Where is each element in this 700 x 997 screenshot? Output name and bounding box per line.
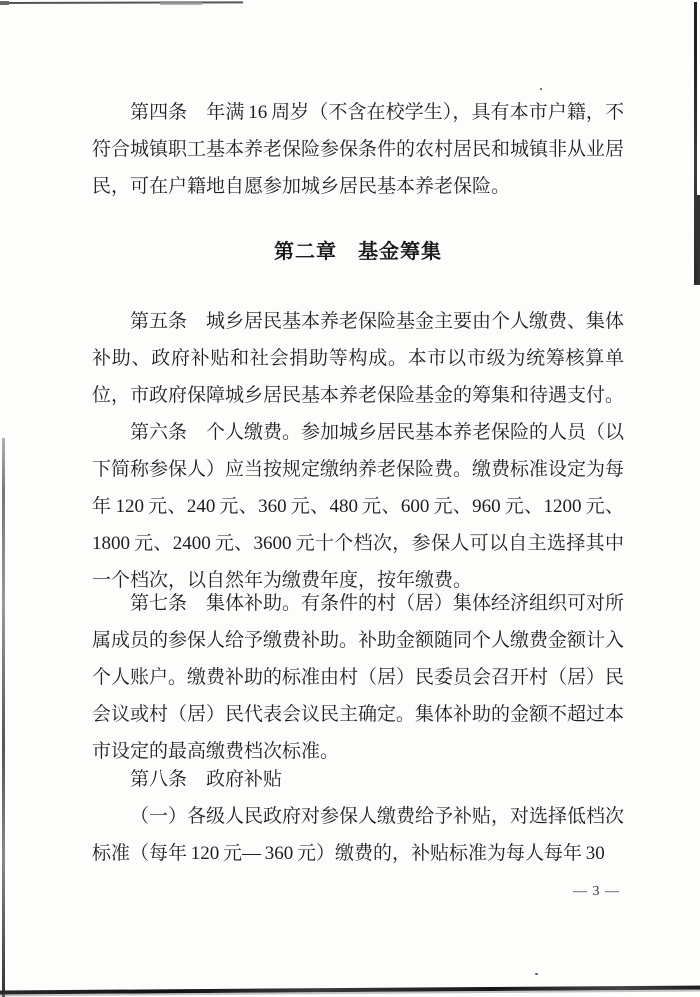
paragraph-article-5: 第五条 城乡居民基本养老保险基金主要由个人缴费、集体补助、政府补贴和社会捐助等构成。本市以市级为统筹核算单位，市政府保障城乡居民基本养老保险基金的筹集和待遇支付。	[92, 311, 625, 406]
scan-artifact-bottom-echo	[0, 990, 700, 997]
scan-artifact-top-line	[0, 1, 243, 4]
scan-speck	[540, 88, 542, 90]
paragraph-article-4: 第四条 年满 16 周岁（不含在校学生），具有本市户籍，不符合城镇职工基本养老保险参保条件的农村居民和城镇非从业居民，可在户籍地自愿参加城乡居民基本养老保险。	[92, 102, 625, 197]
scan-artifact-bottom-band	[0, 986, 700, 995]
scan-artifact-left-line	[2, 438, 5, 997]
scan-speck	[535, 973, 538, 975]
page-number: — 3 —	[573, 884, 620, 899]
paragraph-article-6: 第六条 个人缴费。参加城乡居民基本养老保险的人员（以下简称参保人）应当按规定缴纳养老保险费。缴费标准设定为每年 120 元、240 元、360 元、480 元、600 元、960 元、1200 元、1800 元、2400 元、3600 元十个档次，参保人可以自主选择其中一个档次，以自然年为缴费年度，按年缴费。	[92, 422, 625, 591]
scan-artifact-top-patch	[160, 1, 202, 5]
chapter-2-heading: 第二章 基金筹集	[274, 241, 442, 263]
paragraph-article-8-item-1: （一）各级人民政府对参保人缴费给予补贴，对选择低档次标准（每年 120 元— 360 元）缴费的，补贴标准为每人每年 30	[92, 806, 625, 864]
paragraph-article-7: 第七条 集体补助。有条件的村（居）集体经济组织可对所属成员的参保人给予缴费补助。补助金额随同个人缴费金额计入个人账户。缴费补助的标准由村（居）民委员会召开村（居）民会议或村（居）民代表会议民主确定。集体补助的金额不超过本市设定的最高缴费档次标准。	[92, 593, 625, 762]
scan-artifact-top-blob	[0, 1, 9, 5]
scan-artifact-right-line	[694, 2, 697, 285]
article-8-heading: 第八条 政府补贴	[130, 769, 283, 790]
